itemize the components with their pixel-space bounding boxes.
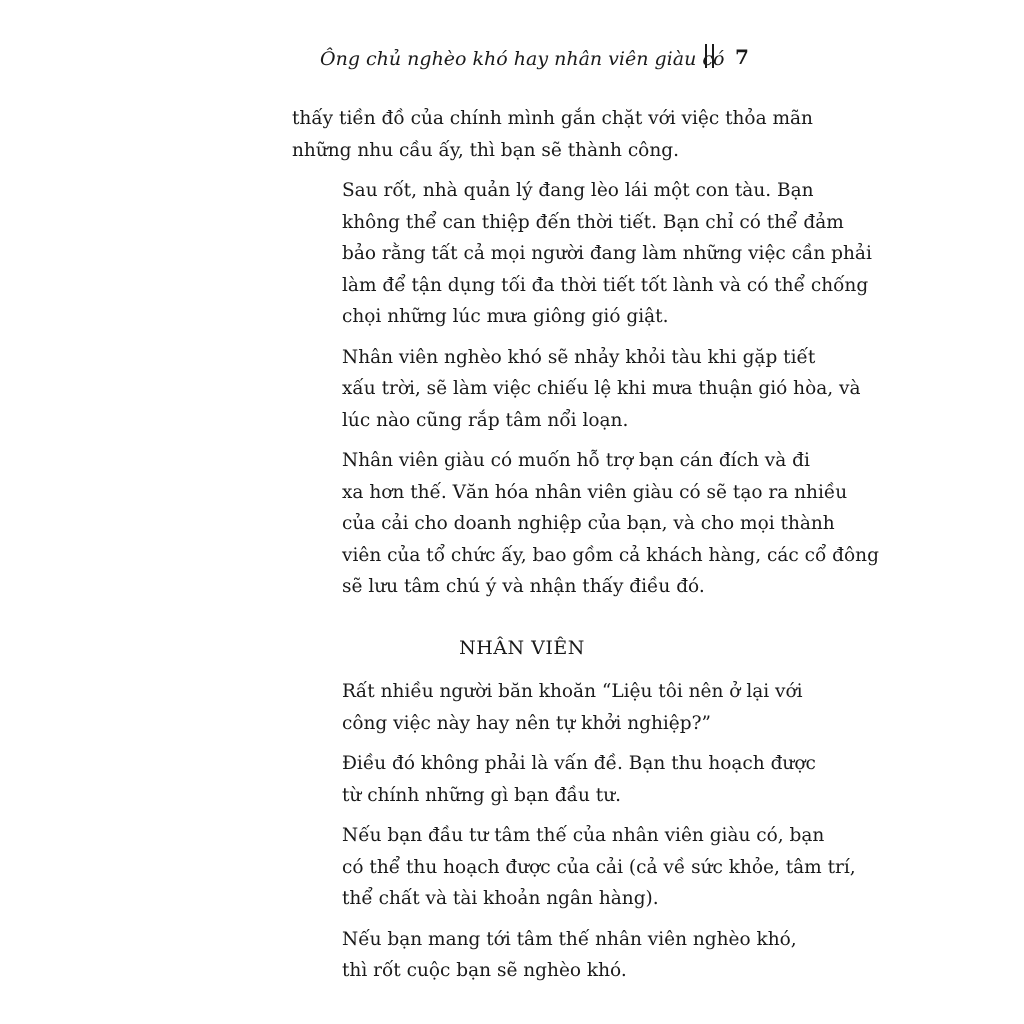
text-line: bảo rằng tất cả mọi người đang làm những việc cần phải <box>342 243 872 264</box>
text-line: chọi những lúc mưa giông gió giật. <box>342 306 669 327</box>
text-line: Nếu bạn đầu tư tâm thế của nhân viên giàu có, bạn <box>342 825 825 846</box>
paragraph-4 <box>292 445 879 603</box>
text-line: Nhân viên nghèo khó sẽ nhảy khỏi tàu khi gặp tiết <box>342 346 816 368</box>
text-line: xấu trời, sẽ làm việc chiếu lệ khi mưa thuận gió hòa, và <box>342 378 861 399</box>
paragraph-2 <box>292 175 872 333</box>
text-line: không thể can thiệp đến thời tiết. Bạn chỉ có thể đảm <box>342 211 844 233</box>
text-line: Nếu bạn mang tới tâm thế nhân viên nghèo khó, <box>342 928 797 950</box>
text-line: từ chính những gì bạn đầu tư. <box>342 784 622 806</box>
text-line: Điều đó không phải là vấn đề. Bạn thu hoạch được <box>342 753 816 774</box>
paragraph-6 <box>292 748 816 811</box>
text-line: có thể thu hoạch được của cải (cả về sức khỏe, tâm trí, <box>342 856 856 878</box>
text-line: công việc này hay nên tự khởi nghiệp?” <box>342 712 711 734</box>
body-text <box>292 103 879 996</box>
paragraph-5 <box>292 676 803 739</box>
text-line: Sau rốt, nhà quản lý đang lèo lái một con tàu. Bạn <box>342 180 814 201</box>
text-line: những nhu cầu ấy, thì bạn sẽ thành công. <box>292 139 679 161</box>
paragraph-1 <box>292 103 813 166</box>
text-line: thì rốt cuộc bạn sẽ nghèo khó. <box>342 960 627 981</box>
header-divider <box>705 44 714 68</box>
text-line: làm để tận dụng tối đa thời tiết tốt lành và có thể chống <box>342 274 869 296</box>
paragraph-8 <box>292 924 797 987</box>
text-line: thể chất và tài khoản ngân hàng). <box>342 888 659 909</box>
paragraphs-after <box>292 676 856 987</box>
paragraph-3 <box>292 342 861 437</box>
paragraphs-before <box>292 103 879 603</box>
text-line: thấy tiền đồ của chính mình gắn chặt với việc thỏa mãn <box>292 108 813 129</box>
text-line: lúc nào cũng rắp tâm nổi loạn. <box>342 409 629 431</box>
text-line: xa hơn thế. Văn hóa nhân viên giàu có sẽ tạo ra nhiều <box>342 481 848 503</box>
text-line: viên của tổ chức ấy, bao gồm cả khách hàng, các cổ đông <box>342 544 879 566</box>
running-header-title: Ông chủ nghèo khó hay nhân viên giàu có <box>320 48 725 70</box>
text-line: Rất nhiều người băn khoăn “Liệu tôi nên ở lại với <box>342 681 803 702</box>
text-line: sẽ lưu tâm chú ý và nhận thấy điều đó. <box>342 576 705 597</box>
text-line: Nhân viên giàu có muốn hỗ trợ bạn cán đích và đi <box>342 450 810 471</box>
page-number: 7 <box>735 45 749 69</box>
text-line: của cải cho doanh nghiệp của bạn, và cho mọi thành <box>342 513 835 534</box>
paragraph-7 <box>292 820 856 915</box>
section-title: NHÂN VIÊN <box>459 636 585 659</box>
